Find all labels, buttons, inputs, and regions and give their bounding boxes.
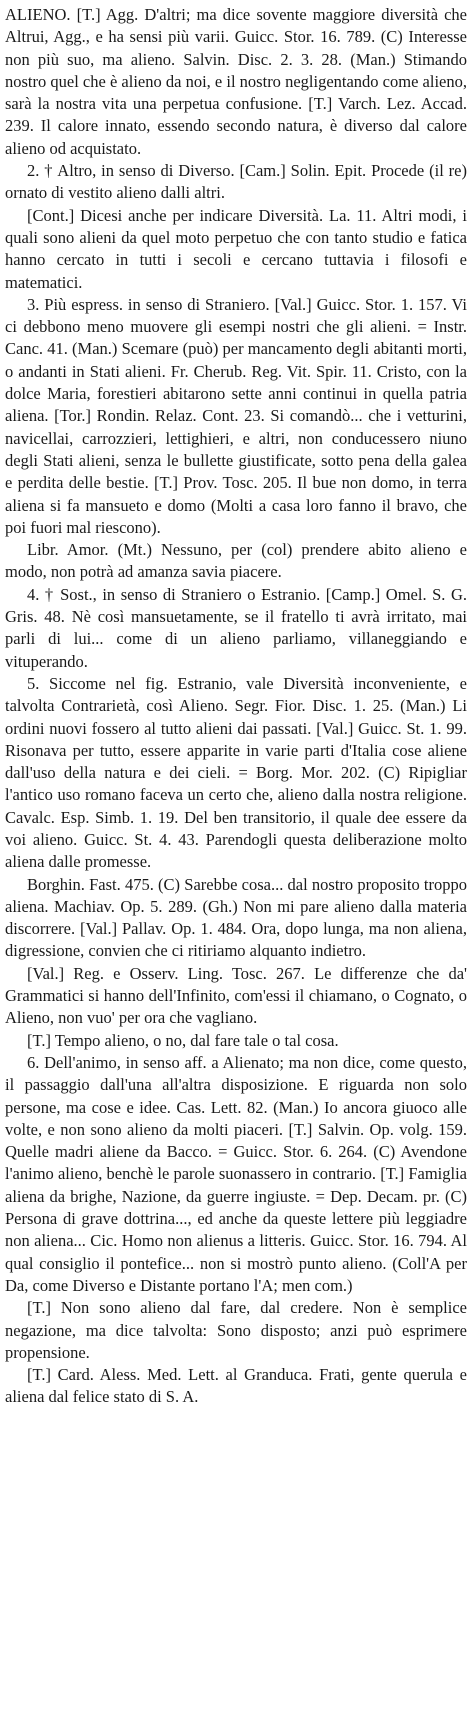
entry-paragraph-7: 5. Siccome nel fig. Estranio, vale Diversità inconveniente, e talvolta Contrarietà, così Alieno. Segr. Fior. Disc. 1. 25. (Man.) Li ordini nuovi fossero al tutto alieni dai passati. [Val.] Guicc. St. 1. 99. Risonava per tutto, essere apparite in varie parti d'Italia cose aliene dall'uso della natura e dei cieli. = Borg. Mor. 202. (C) Ripigliar l'antico uso romano faceva un certo che, alieno dalla nostra religione. Cavalc. Esp. Simb. 1. 19. Del ben transitorio, il quale dee essere da voi alieno. Guicc. St. 4. 43. Parendogli questa deliberazione molto aliena dalle promesse.	[5, 673, 467, 872]
entry-paragraph-12: [T.] Non sono alieno dal fare, dal credere. Non è semplice negazione, ma dice talvolta: Sono disposto; anzi può esprimere propensione.	[5, 1298, 467, 1362]
entry-paragraph-5: Libr. Amor. (Mt.) Nessuno, per (col) prendere abito alieno e modo, non potrà ad amanza savia piacere.	[5, 540, 467, 582]
dictionary-entry	[5, 4, 467, 1409]
entry-paragraph-6: 4. † Sost., in senso di Straniero o Estranio. [Camp.] Omel. S. G. Gris. 48. Nè così mansuetamente, se il fratello ti avrà irritato, mai parli di lui... come di un alieno parliamo, villaneggiando e vituperando.	[5, 584, 467, 671]
entry-paragraph-2: 2. † Altro, in senso di Diverso. [Cam.] Solin. Epit. Procede (il re) ornato di vestito alieno dalli altri.	[5, 161, 467, 203]
entry-paragraph-8: Borghin. Fast. 475. (C) Sarebbe cosa... dal nostro proposito troppo aliena. Machiav. Op. 5. 289. (Gh.) Non mi pare alieno dalla materia discorrere. [Val.] Pallav. Op. 1. 484. Ora, dopo lunga, ma non aliena, digressione, convien che ci ritiriamo alquanto indietro.	[5, 874, 467, 961]
entry-paragraph-3: [Cont.] Dicesi anche per indicare Diversità. La. 11. Altri modi, i quali sono alieni da quel moto perpetuo che con tanto studio e fatica hanno cercato in tutti i secoli e cercano tuttavia i filosofi e matematici.	[5, 205, 467, 292]
entry-paragraph-13: [T.] Card. Aless. Med. Lett. al Granduca. Frati, gente querula e aliena dal felice stato di S. A.	[5, 1365, 467, 1407]
entry-paragraph-11: 6. Dell'animo, in senso aff. a Alienato; ma non dice, come questo, il passaggio dall'una all'altra disposizione. E riguarda non solo persone, ma cose e idee. Cas. Lett. 82. (Man.) Io ancora giuoco alle volte, e non sono alieno da molti piaceri. [T.] Salvin. Op. volg. 159. Quelle madri aliene da Bacco. = Guicc. Stor. 6. 264. (C) Avendone l'animo alieno, benchè le parole suonassero in contrario. [T.] Famiglia aliena da brighe, Nazione, da guerre ingiuste. = Dep. Decam. pr. (C) Persona di grave dottrina..., ed anche da queste lettere più leggiadre non aliena... Cic. Homo non alienus a litteris. Guicc. Stor. 16. 794. Al qual consiglio il pontefice... non si mostrò punto alieno. (Coll'A per Da, come Diverso e Distante portano l'A; men com.)	[5, 1052, 467, 1295]
entry-paragraph-9: [Val.] Reg. e Osserv. Ling. Tosc. 267. Le differenze che da' Grammatici si hanno dell'Infinito, com'essi il chiamano, o Cognato, o Alieno, non vuo' per ora che vagliano.	[5, 963, 467, 1028]
entry-paragraph-4: 3. Più espress. in senso di Straniero. [Val.] Guicc. Stor. 1. 157. Vi ci debbono meno muovere gli esempi nostri che gli alieni. = Instr. Canc. 41. (Man.) Scemare (può) per mancamento degli abitanti morti, o andanti in Stati alieni. Fr. Cherub. Reg. Vit. Spir. 11. Cristo, con la dolce Maria, forestieri abitarono sette anni continui in quella patria aliena. [Tor.] Rondin. Relaz. Cont. 23. Si comandò... che i vetturini, navicellai, carrozzieri, lettighieri, e altri, non conducessero niuno degli Stati alieni, senza le bullette giustificate, sotto pena della galea e perdita delle bestie. [T.] Prov. Tosc. 205. Il bue non domo, in terra aliena si fa mansueto e domo (Molti a casa loro fanno il bravo, che poi fuori mal riescono).	[5, 294, 467, 537]
entry-paragraph-1: ALIENO. [T.] Agg. D'altri; ma dice sovente maggiore diversità che Altrui, Agg., e ha sensi più varii. Guicc. Stor. 16. 789. (C) Interesse non più suo, ma alieno. Salvin. Disc. 2. 3. 28. (Man.) Stimando nostro quel che è alieno da noi, e il nostro negligentando come alieno, sarà la nostra vita una perpetua confusione. [T.] Varch. Lez. Accad. 239. Il calore innato, essendo secondo natura, è diverso dal calore alieno od acquistato.	[5, 5, 467, 158]
entry-paragraph-10: [T.] Tempo alieno, o no, dal fare tale o tal cosa.	[27, 1030, 339, 1050]
